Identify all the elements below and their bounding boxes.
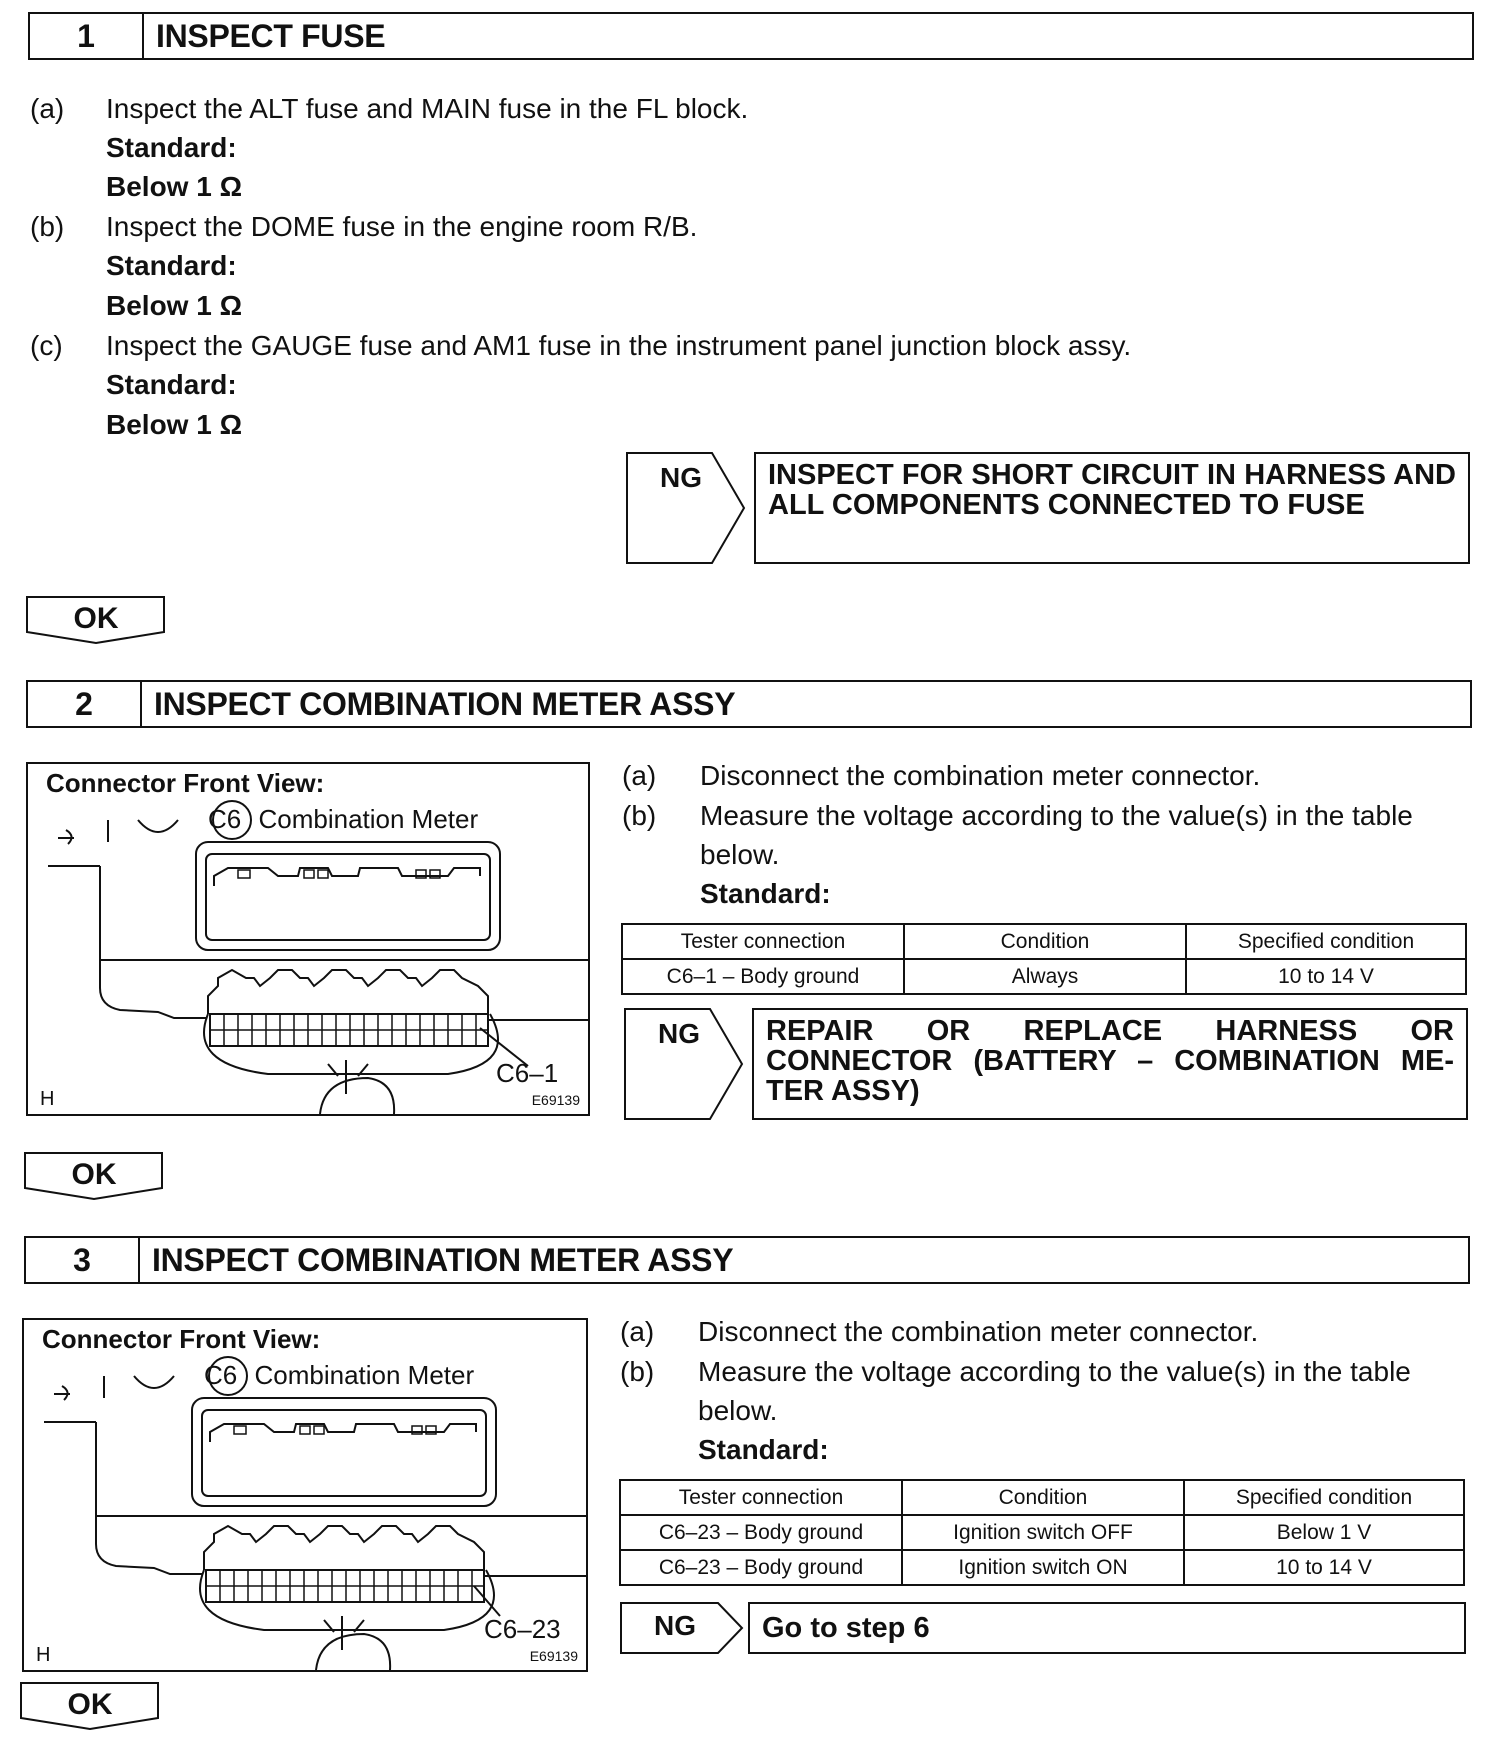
table-row: [620, 1515, 1464, 1550]
step-number: 1: [30, 14, 144, 58]
table-cell: Always: [904, 959, 1186, 994]
pin-label: C6–23: [484, 1614, 561, 1644]
table-cell: Ignition switch ON: [902, 1550, 1184, 1585]
standard-value: Below 1 Ω: [106, 409, 243, 440]
item-text-continued: below.: [698, 1395, 778, 1426]
standard-value: Below 1 Ω: [106, 290, 243, 321]
table-row: [620, 1550, 1464, 1585]
item-text: Disconnect the combination meter connector.: [700, 760, 1261, 791]
table-header-cell: Condition: [904, 924, 1186, 959]
ng-label: NG: [658, 1018, 700, 1049]
table-header-row: [622, 924, 1466, 959]
step-title: INSPECT COMBINATION METER ASSY: [154, 685, 736, 722]
item-text: Measure the voltage according to the value(s) in the table: [700, 800, 1413, 831]
connector-name: Combination Meter: [254, 1360, 475, 1390]
item-marker: (a): [622, 760, 657, 791]
step-title: INSPECT FUSE: [156, 17, 386, 54]
table-cell: 10 to 14 V: [1184, 1550, 1464, 1585]
item-marker: (b): [30, 211, 65, 242]
figure-corner-mark: H: [40, 1088, 55, 1110]
standard-label: Standard:: [106, 132, 237, 163]
standard-label: Standard:: [698, 1434, 829, 1465]
standard-label: Standard:: [106, 250, 237, 281]
standard-label: Standard:: [700, 878, 831, 909]
ng-branch: [620, 1602, 1466, 1654]
item-marker: (b): [622, 800, 657, 831]
item-marker: (b): [620, 1356, 655, 1387]
table-header-cell: Tester connection: [620, 1480, 902, 1515]
pin-label: C6–1: [496, 1058, 559, 1088]
ok-branch: [20, 1682, 160, 1730]
ok-label: OK: [67, 1688, 113, 1721]
ok-label: OK: [73, 602, 119, 635]
table-header-cell: Specified condition: [1184, 1480, 1464, 1515]
item-text: Inspect the ALT fuse and MAIN fuse in the FL block.: [106, 93, 749, 124]
step-number: 2: [28, 682, 142, 726]
item-text-continued: below.: [700, 839, 780, 870]
spec-table: [619, 1479, 1465, 1586]
item-text: Inspect the DOME fuse in the engine room R/B.: [106, 211, 698, 242]
connector-id: C6: [204, 1360, 238, 1390]
figure-corner-mark: H: [36, 1644, 51, 1666]
table-row: [622, 959, 1466, 994]
connector-caption: [208, 804, 478, 835]
step-1-header: [28, 12, 1474, 60]
ng-result-box: [752, 1008, 1468, 1120]
figure-title: Connector Front View:: [46, 768, 325, 798]
step-title: INSPECT COMBINATION METER ASSY: [152, 1241, 734, 1278]
connector-id: C6: [208, 804, 242, 834]
ng-result-box: INSPECT FOR SHORT CIRCUIT IN HARNESS AND ALL COMPONENTS CONNECTED TO FUSE: [754, 452, 1470, 564]
ok-branch: [26, 596, 166, 644]
standard-label: Standard:: [106, 369, 237, 400]
item-marker: (a): [30, 93, 65, 124]
item-text: Inspect the GAUGE fuse and AM1 fuse in the instrument panel junction block assy.: [106, 330, 1132, 361]
table-cell: C6–23 – Body ground: [620, 1515, 902, 1550]
table-header-row: [620, 1480, 1464, 1515]
standard-value: Below 1 Ω: [106, 171, 243, 202]
spec-table: [621, 923, 1467, 995]
table-cell: 10 to 14 V: [1186, 959, 1466, 994]
table-cell: Below 1 V: [1184, 1515, 1464, 1550]
table-cell: C6–23 – Body ground: [620, 1550, 902, 1585]
figure-code: E69139: [529, 1648, 578, 1664]
item-marker: (a): [620, 1316, 655, 1347]
ng-branch: [624, 1008, 1468, 1120]
ok-label: OK: [71, 1158, 117, 1191]
ng-result-box: Go to step 6: [748, 1602, 1466, 1654]
ng-result-line: TER ASSY): [766, 1075, 920, 1107]
item-marker: (c): [30, 330, 63, 361]
connector-figure: [22, 1318, 588, 1672]
item-text: Disconnect the combination meter connector.: [698, 1316, 1259, 1347]
ng-result-line: CONNECTOR (BATTERY – COMBINATION ME-: [766, 1045, 1454, 1077]
table-cell: C6–1 – Body ground: [622, 959, 904, 994]
connector-name: Combination Meter: [258, 804, 479, 834]
connector-caption: [204, 1360, 474, 1391]
figure-code: E69139: [531, 1092, 580, 1108]
step-3-header: [24, 1236, 1470, 1284]
ng-label: NG: [654, 1610, 696, 1641]
step-number: 3: [26, 1238, 140, 1282]
ng-branch: [626, 452, 1470, 564]
connector-figure: [26, 762, 590, 1116]
ok-branch: [24, 1152, 164, 1200]
ng-result-line: REPAIR OR REPLACE HARNESS OR: [766, 1015, 1454, 1047]
ng-label: NG: [660, 462, 702, 493]
item-text: Measure the voltage according to the value(s) in the table: [698, 1356, 1411, 1387]
figure-title: Connector Front View:: [42, 1324, 321, 1354]
table-header-cell: Condition: [902, 1480, 1184, 1515]
table-cell: Ignition switch OFF: [902, 1515, 1184, 1550]
table-header-cell: Tester connection: [622, 924, 904, 959]
step-2-header: [26, 680, 1472, 728]
table-header-cell: Specified condition: [1186, 924, 1466, 959]
